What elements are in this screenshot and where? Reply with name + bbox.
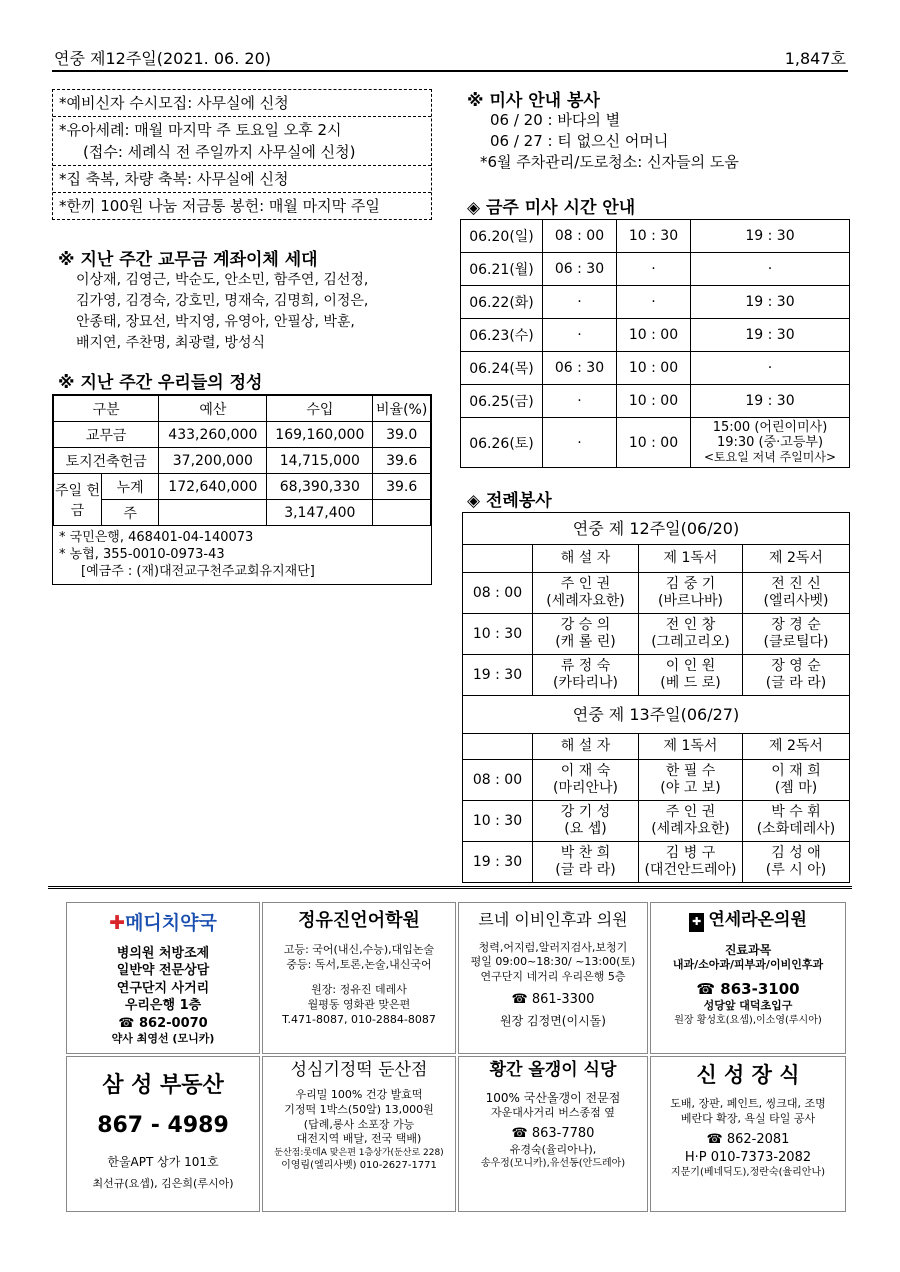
- notice-item: *집 축복, 차량 축복: 사무실에 신청: [53, 166, 431, 193]
- clinic-logo-icon: ✚: [689, 913, 704, 932]
- ad-interior: 신 성 장 식 도배, 장판, 페인트, 씽크대, 조명 베란다 확장, 욕실 타일 공사 ☎ 862-2081 H·P 010-7373-2082 지문기(베네딕도),정란숙(율리안나): [650, 1056, 846, 1212]
- ad-language-academy: 정유진언어학원 고등: 국어(내신,수능),대입논술 중등: 독서,토론,논술,내신국어 원장: 정유진 데레사 월평동 영화관 맞은편 T.471-8087, 010-2884-8087: [262, 902, 456, 1054]
- ad-ent-clinic: 르네 이비인후과 의원 청력,어지럼,알러지검사,보청기 평일 09:00~18:30/ ~13:00(토) 연구단지 네거리 우리은행 5층 ☎ 861-3300 원장 김정면(이시돌): [458, 902, 648, 1054]
- ad-title: ✚ 연세라온의원: [651, 909, 845, 932]
- offering-table: 구분 예산 수입 비율(%) 교무금 433,260,000 169,160,000 39.0 토지건축헌금 37,200,000 14,715,000 39.6 주일 헌금 누계 172,640,000 68,390,330 39.6 주 3,147,400: [53, 395, 431, 526]
- liturgy-table: 연중 제 12주일(06/20) 해 설 자 제 1독서 제 2독서 08 : 00 주 인 권 (세례자요한) 김 중 기 (바르나바) 전 진 신 (엘리사벳) 10 : 30 강 승 의 (캐 롤 린) 전 인 창 (그레고리오) 장 경 순 (클로틸다) 19 : 30 류 정 숙 (카타리나) 이 인 원 (베 드 로) 장 영 순 (글 라 라) 연중 제 13주일(06/27) 해 설 자 제 1독서 제 2독서 08 : 00 이 재 숙 (마리안나) 한 필 수 (야 고 보) 이 재 희 (젬 마) 10 : 30 강 기 성 (요 셉) 주 인 권 (세례자요한) 박 수 휘 (소화데레사) 19 : 30 박 찬 희 (글 라 라) 김 병 구 (대건안드레아) 김 성 애 (루 시 아): [462, 512, 850, 883]
- ad-rice-cake: 성심기정떡 둔산점 우리밀 100% 건강 발효떡 기정떡 1박스(50알) 13,000원 (답례,롱사 소포장 가능 대전지역 배달, 전국 택배) 둔산점:롯데A 맞은편 1층상가(둔산로 228) 이영림(엘리사벳) 010-2627-1771: [262, 1056, 456, 1212]
- ad-title: ✚메디치약국: [109, 912, 217, 934]
- donor-list: 이상재, 김영근, 박순도, 안소민, 함주연, 김선정, 김가영, 김경숙, 강호민, 명재숙, 김명희, 이정은, 안종태, 장묘선, 박지영, 유영아, 안필상, 박훈, 배지연, 주찬명, 최광렬, 방성식: [76, 272, 369, 351]
- page-header: [52, 44, 848, 72]
- mass-service-list: 06 / 20 : 바다의 별 06 / 27 : 티 없으신 어머니 *6월 주차관리/도로청소: 신자들의 도움: [480, 111, 739, 171]
- mass-times-title: ◈ 금주 미사 시간 안내: [467, 198, 636, 218]
- offering-box: [52, 394, 432, 585]
- notice-item: *한끼 100원 나눔 저금통 봉헌: 매월 마지막 주일: [59, 197, 380, 215]
- ads-section: [52, 900, 848, 1214]
- mass-service-title: ※ 미사 안내 봉사: [467, 91, 600, 111]
- ad-pharmacy: ✚메디치약국 병의원 처방조제 일반약 전문상담 연구단지 사거리 우리은행 1층 ☎ 862-0070 약사 최영선 (모니카): [66, 902, 260, 1054]
- mass-times-table: 06.20(일) 08 : 00 10 : 30 19 : 30 06.21(월) 06 : 30 · · 06.22(화) · · 19 : 30 06.23(수) · 10 : 00 19 : 30 06.24(목) 06 : 30 10 : 00 · 06.25(금) · 10 : 00 19 : 30 06.26(토) · 10 : 00 15:00 (어린이미사) 19:30 (중·고등부) <토요일 저녁 주일미사>: [460, 219, 850, 468]
- issue-date: 연중 제12주일(2021. 06. 20): [54, 49, 271, 68]
- liturgy-title: ◈ 전례봉사: [467, 491, 552, 511]
- notice-item: *유아세례: 매월 마지막 주 토요일 오후 2시 (접수: 세례식 전 주일까지 사무실에 신청): [53, 117, 431, 166]
- ad-raon-clinic: ✚ 연세라온의원 진료과목 내과/소아과/피부과/이비인후과 ☎ 863-3100 성당앞 대덕초입구 원장 황성호(요셉),이소영(루시아): [650, 902, 846, 1054]
- offering-title: ※ 지난 주간 우리들의 정성: [58, 373, 263, 393]
- donors-title: ※ 지난 주간 교무금 계좌이체 세대: [58, 250, 318, 270]
- notice-item: *예비신자 수시모집: 사무실에 신청: [53, 90, 431, 117]
- issue-number: 1,847호: [784, 49, 846, 68]
- cross-icon: ✚: [109, 912, 126, 934]
- ad-restaurant: 황간 올갱이 식당 100% 국산올갱이 전문점 자운대사거리 버스종점 옆 ☎ 863-7780 유경숙(율리아나), 송우정(모니카),유선동(안드레아): [458, 1056, 648, 1212]
- bank-accounts: * 국민은행, 468401-04-140073 * 농협, 355-0010-0973-43 [예금주 : (재)대전교구천주교회유지재단]: [59, 530, 315, 579]
- notice-box: [52, 89, 432, 220]
- ads-divider: [48, 886, 852, 889]
- ad-real-estate: 삼 성 부동산 867 - 4989 한울APT 상가 101호 최선규(요셉), 김은희(루시아): [66, 1056, 260, 1212]
